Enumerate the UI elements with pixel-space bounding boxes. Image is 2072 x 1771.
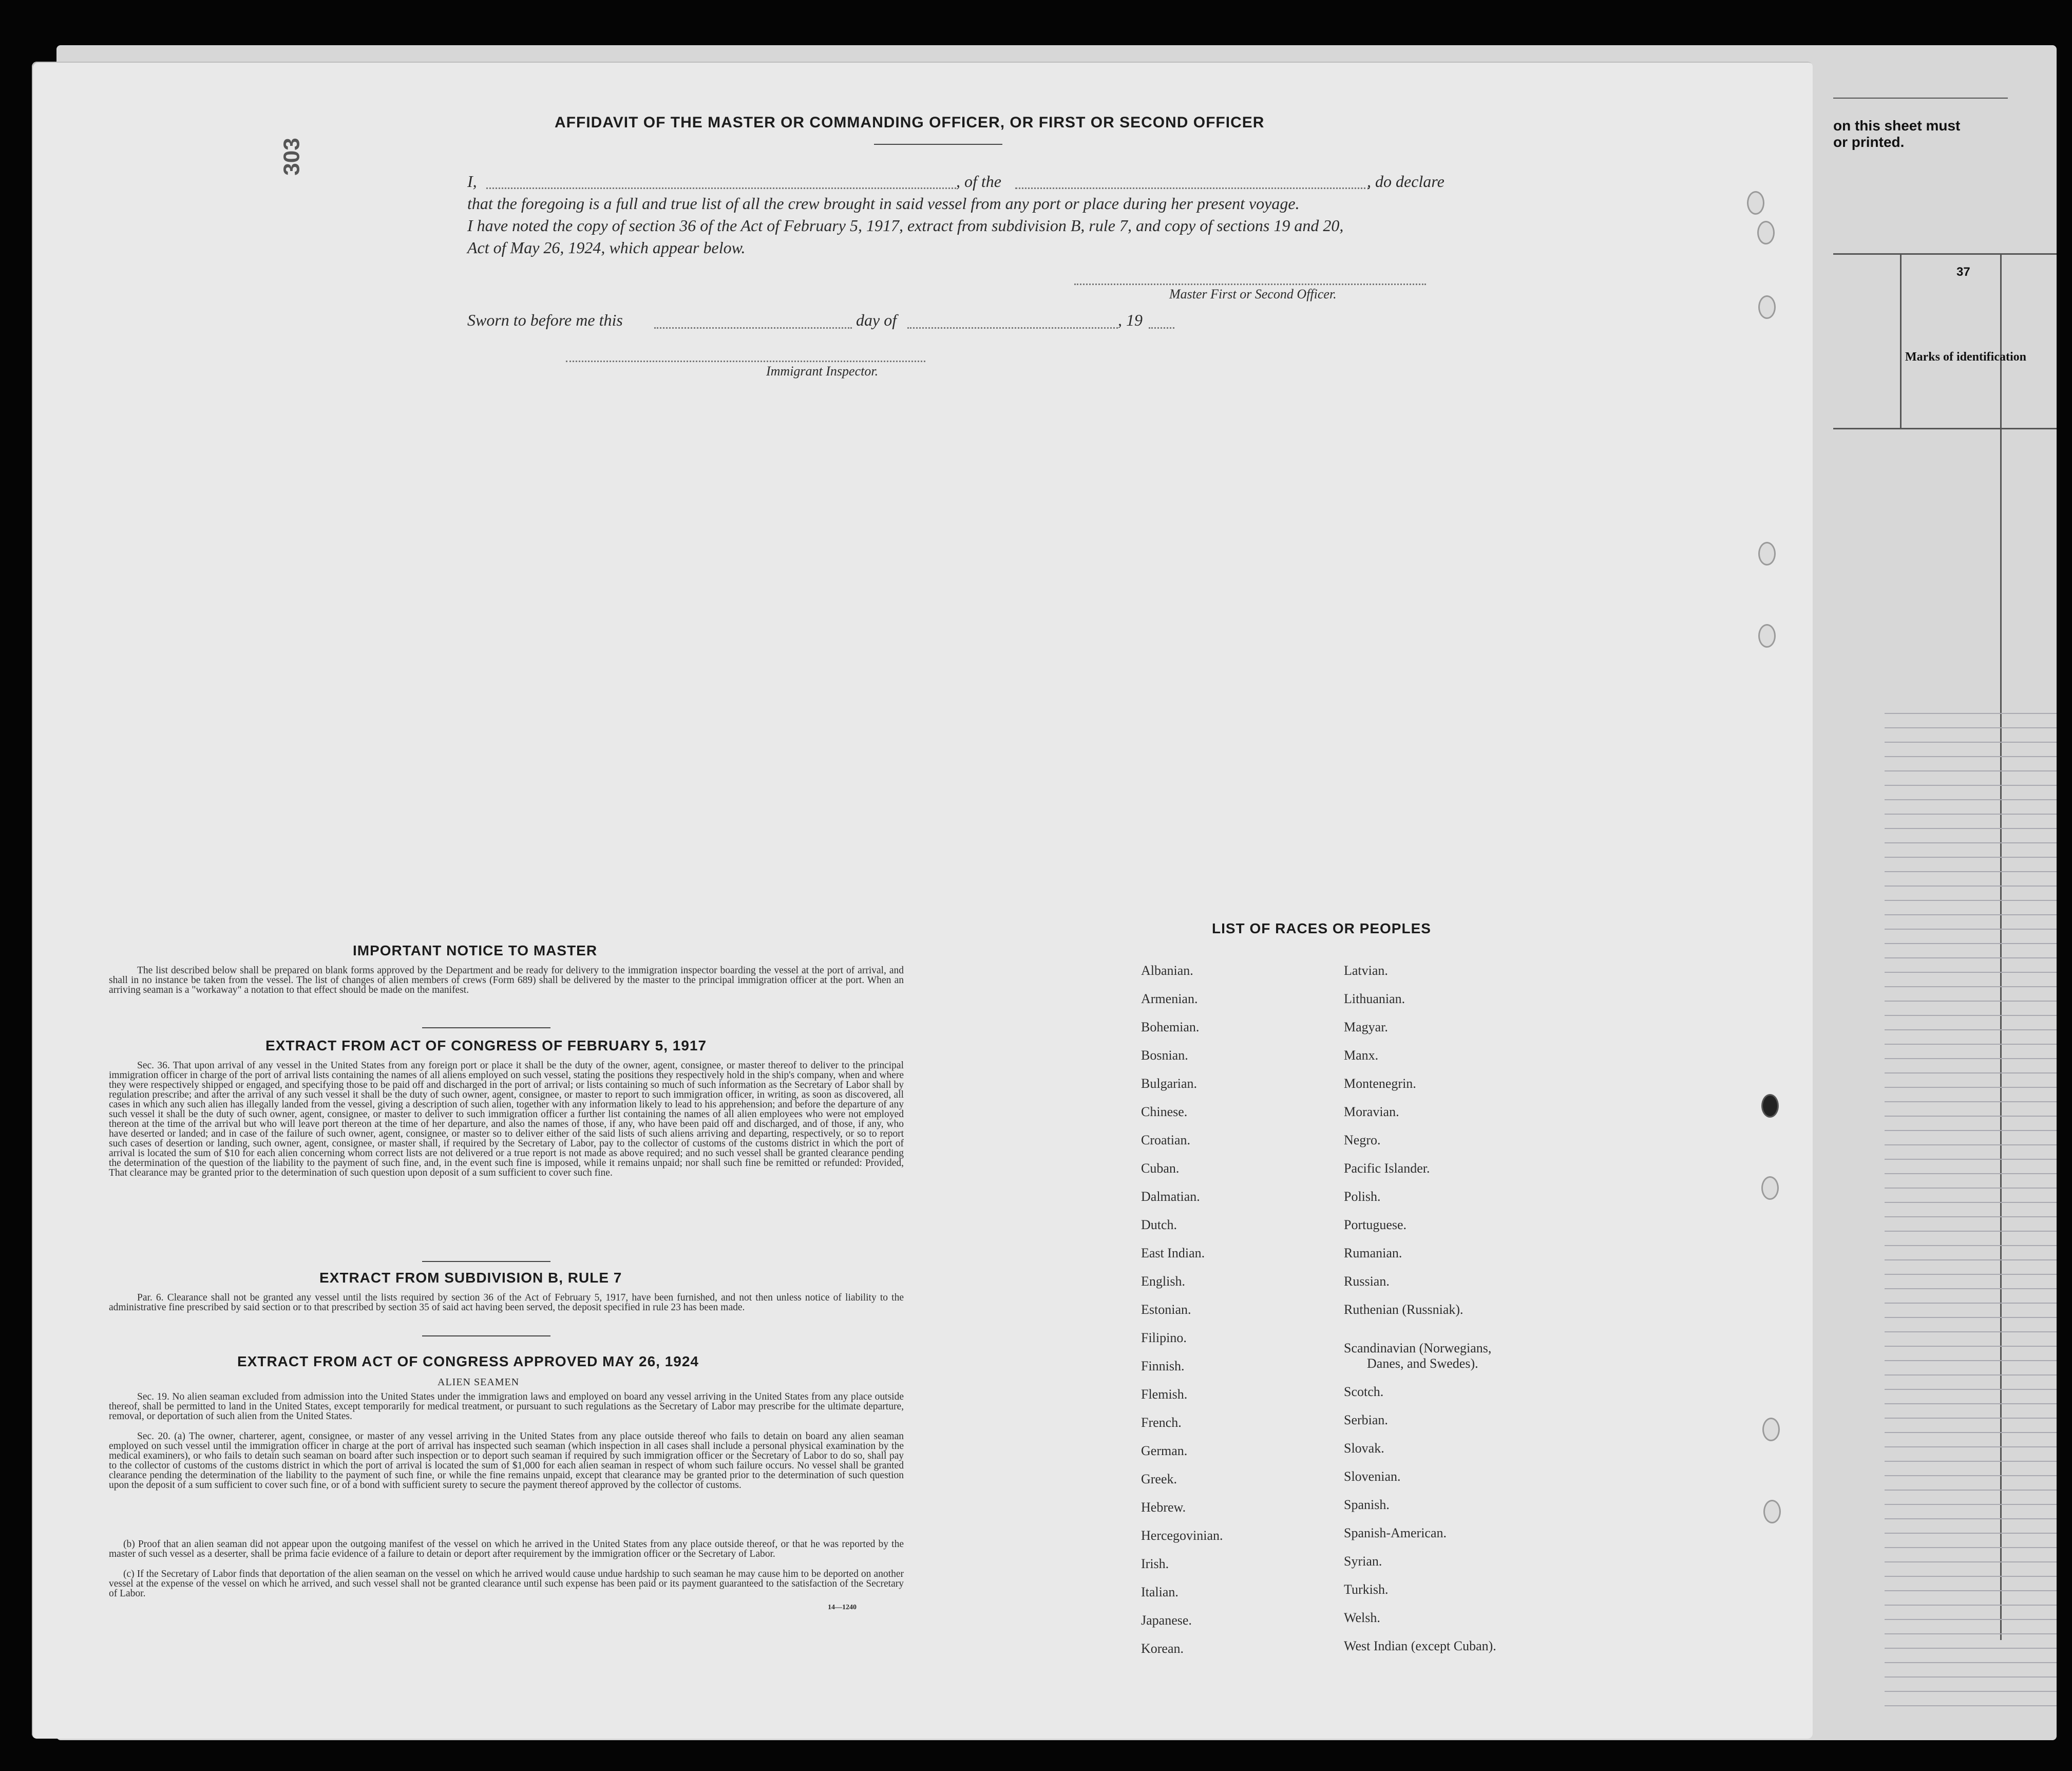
race-item: Pacific Islander.	[1344, 1161, 1430, 1176]
race-item: Negro.	[1344, 1133, 1381, 1147]
ruled-line	[1885, 785, 2057, 786]
ruled-line	[1885, 1374, 2057, 1376]
ruled-line	[1885, 742, 2057, 743]
race-item: Armenian.	[1141, 991, 1198, 1006]
form-number: 14—1240	[828, 1604, 857, 1611]
ruled-line	[1885, 1044, 2057, 1045]
ruled-line	[1885, 1691, 2057, 1692]
race-item: Estonian.	[1141, 1302, 1191, 1317]
ruled-line	[1885, 1259, 2057, 1260]
ruled-line	[1885, 1130, 2057, 1131]
race-item: Flemish.	[1141, 1387, 1188, 1402]
notice-body: The list described below shall be prepared on blank forms approved by the Department and be ready for delivery to the immigration inspector boarding the vessel at the port of arrival, and shall in no instance be taken from the vessel. The list of changes of alien members of crews (Form 689) shall be delivered by the master to the principal immigration officer at the port. When an arriving seaman is a "workaway" a notation to that effect should be made on the manifest.	[109, 965, 904, 995]
ruled-line	[1885, 1159, 2057, 1160]
ruled-line	[1885, 1173, 2057, 1174]
back-header-line2: or printed.	[1833, 134, 1905, 150]
ruled-line	[1885, 1116, 2057, 1117]
ruled-line	[1885, 1705, 2057, 1706]
sworn-year-label: , 19	[1118, 311, 1143, 329]
race-item: French.	[1141, 1415, 1182, 1430]
inspector-signature-blank[interactable]	[566, 361, 925, 362]
race-item: Slovak.	[1344, 1441, 1384, 1456]
race-item: Dalmatian.	[1141, 1189, 1200, 1204]
race-item: Irish.	[1141, 1556, 1169, 1571]
ruled-line	[1885, 1058, 2057, 1059]
race-item: Polish.	[1344, 1189, 1381, 1204]
ruled-line	[1885, 799, 2057, 800]
race-item: Greek.	[1141, 1472, 1177, 1486]
race-item: Bosnian.	[1141, 1048, 1188, 1063]
back-top-rule	[1833, 98, 2008, 99]
race-item: Russian.	[1344, 1274, 1390, 1289]
ruled-line	[1885, 1605, 2057, 1606]
sworn-year-blank[interactable]	[1149, 327, 1174, 329]
ruled-line	[1885, 1533, 2057, 1534]
back-header-rule	[1833, 253, 2057, 255]
race-item: Rumanian.	[1344, 1246, 1402, 1260]
race-item: Scandinavian (Norwegians,	[1344, 1341, 1492, 1355]
affidavit-page	[32, 62, 1813, 1739]
ruled-line	[1885, 1432, 2057, 1433]
ruled-line	[1885, 1561, 2057, 1562]
race-item: West Indian (except Cuban).	[1344, 1638, 1496, 1654]
race-item: Hebrew.	[1141, 1500, 1186, 1515]
ruled-line	[1885, 1518, 2057, 1519]
affidavit-line-4: Act of May 26, 1924, which appear below.	[467, 238, 746, 257]
inspector-label: Immigrant Inspector.	[766, 364, 879, 379]
race-item: Moravian.	[1344, 1104, 1399, 1119]
ruled-line	[1885, 1072, 2057, 1073]
punch-hole	[1761, 1094, 1779, 1118]
punch-hole	[1761, 1176, 1779, 1200]
ruled-line	[1885, 972, 2057, 973]
ruled-line	[1885, 1648, 2057, 1649]
extract-1924-title: EXTRACT FROM ACT OF CONGRESS APPROVED MAY 26, 1924	[237, 1353, 699, 1369]
race-item: Korean.	[1141, 1641, 1184, 1656]
extract-1917-body: Sec. 36. That upon arrival of any vessel in the United States from any foreign port or place it shall be the duty of the owner, agent, consignee, or master thereof to deliver to the principal immigration officer in charge of the port of arrival lists containing the names of all aliens employed on such vessel, stating the positions they respectively hold in the ship's company, when and where they were respectively shipped or engaged, and specifying those to be paid off and discharged in the port of arrival; or lists containing so much of such information as the Secretary of Labor shall by regulation prescribe; and after the arrival of any such vessel it shall be the duty of such owner, agent, consignee, or master to report to such immigration officer, in writing, as soon as discovered, all cases in which any such alien has illegally landed from the vessel, giving a description of such alien, together with any information likely to lead to his apprehension; and before the departure of any such vessel it shall be the duty of such owner, agent, consignee, or master to deliver to such immigration officer a further list containing the names of all alien employees who were not employed thereon at the time of the arrival but who will leave port thereon at the time of her departure, and also the names of those, if any, who have been paid off and discharged, and of those, if any, who have deserted or landed; and in case of the failure of such owner, agent, consignee, or master so to deliver either of the said lists of such aliens arriving and departing, respectively, or so to report such cases of desertion or landing, such owner, agent, consignee, or master shall, if required by the Secretary of Labor, pay to the collector of customs of the customs district in which the port of arrival is located the sum of $10 for each alien concerning whom correct lists are not delivered or a true report is not made as above required; and no such vessel shall be granted clearance pending the determination of the question of the liability to the payment of such fine, and, in the event such fine is imposed, while it remains unpaid; nor shall such fine be remitted or refunded: Provided, That clearance may be granted prior to the determination of such question upon deposit of a sum sufficient to cover such fine.	[109, 1060, 904, 1178]
ruled-line	[1885, 1475, 2057, 1476]
ruled-line	[1885, 1015, 2057, 1016]
extract-1924-sec20a: Sec. 20. (a) The owner, charterer, agent, consignee, or master of any vessel arriving in the United States from any place outside thereof who fails to detain on board any alien seaman employed on such vessel until the immigration officer in charge at the port of arrival has inspected such seaman (which inspection in all cases shall include a personal physical examination by the medical examiners), or who fails to detain such seaman on board after such inspection or to deport such seaman if required by such immigration officer or the Secretary of Labor to do so, shall pay to the collector of customs of the customs district in which the port of arrival is located the sum of $1,000 for each alien seaman in respect of whom such failure occurs. No vessel shall be granted clearance pending the determination of the liability to the payment of such fine, or while the fine remains unpaid, except that clearance may be granted prior to the determination of such question upon the deposit of a sum sufficient to cover such fine, or of a bond with sufficient surety to secure the payment thereof approved by the collector of customs.	[109, 1431, 904, 1491]
back-col-rule	[1833, 428, 2057, 429]
race-item: East Indian.	[1141, 1246, 1205, 1260]
master-signature-label: Master First or Second Officer.	[1169, 287, 1337, 302]
ruled-line	[1885, 1231, 2057, 1232]
ruled-line	[1885, 727, 2057, 728]
ruled-line	[1885, 1576, 2057, 1577]
ruled-line	[1885, 1087, 2057, 1088]
ruled-line	[1885, 1029, 2057, 1030]
race-item: Latvian.	[1344, 963, 1388, 978]
ruled-line	[1885, 1331, 2057, 1332]
ruled-line	[1885, 857, 2057, 858]
punch-hole	[1758, 295, 1776, 319]
ruled-line	[1885, 986, 2057, 987]
race-item: Montenegrin.	[1344, 1076, 1416, 1091]
race-item: Scotch.	[1344, 1384, 1384, 1400]
race-item: Welsh.	[1344, 1610, 1380, 1626]
extract-rule7-title: EXTRACT FROM SUBDIVISION B, RULE 7	[319, 1270, 622, 1286]
ruled-line	[1885, 1490, 2057, 1491]
sworn-day-blank[interactable]	[654, 327, 852, 329]
race-item: Japanese.	[1141, 1613, 1192, 1628]
handwritten-stamp-mark: 303	[279, 138, 305, 176]
ruled-line	[1885, 713, 2057, 714]
race-item: Magyar.	[1344, 1020, 1388, 1034]
race-item: Slovenian.	[1344, 1469, 1401, 1484]
sworn-day-of-label: day of	[856, 311, 897, 329]
ruled-line	[1885, 871, 2057, 872]
punch-hole	[1757, 221, 1775, 244]
affidavit-of-label: , of the	[956, 172, 1001, 191]
ruled-line	[1885, 929, 2057, 930]
extract-1917-title: EXTRACT FROM ACT OF CONGRESS OF FEBRUARY 5, 1917	[265, 1038, 707, 1053]
back-col-number: 37	[1956, 265, 1970, 279]
extract-rule7-rule	[422, 1335, 550, 1336]
race-item: Cuban.	[1141, 1161, 1180, 1176]
ruled-line	[1885, 1619, 2057, 1620]
affidavit-title: AFFIDAVIT OF THE MASTER OR COMMANDING OFFICER, OR FIRST OR SECOND OFFICER	[555, 114, 1265, 131]
ruled-line	[1885, 1446, 2057, 1447]
ruled-line	[1885, 828, 2057, 829]
ruled-line	[1885, 957, 2057, 958]
ruled-line	[1885, 1001, 2057, 1002]
race-item: Bulgarian.	[1141, 1076, 1197, 1091]
race-item: Italian.	[1141, 1585, 1178, 1599]
ruled-line	[1885, 1461, 2057, 1462]
ruled-line	[1885, 1288, 2057, 1289]
punch-hole	[1763, 1500, 1781, 1523]
race-item: Spanish.	[1344, 1497, 1390, 1513]
ruled-line	[1885, 900, 2057, 901]
ruled-line	[1885, 943, 2057, 944]
race-item: Bohemian.	[1141, 1020, 1200, 1034]
ruled-line	[1885, 914, 2057, 915]
extract-1924-sec20b: (b) Proof that an alien seaman did not appear upon the outgoing manifest of the vessel on which he arrived in the United States from any place outside thereof, or that he was reported by the master of such vessel as a deserter, shall be prima facie evidence of a failure to detain or deport after requirement by the immigration officer or the Secretary of Labor.	[109, 1539, 904, 1559]
affidavit-i-label: I,	[467, 172, 477, 191]
race-item: Lithuanian.	[1344, 991, 1405, 1006]
ruled-line	[1885, 1633, 2057, 1634]
extract-rule7-body: Par. 6. Clearance shall not be granted any vessel until the lists required by section 36 of the Act of February 5, 1917, have been furnished, and not then unless notice of liability to the administrative fine prescribed by said section or to that prescribed by section 35 of said act having been served, the deposit specified in rule 23 has been made.	[109, 1292, 904, 1313]
ruled-line	[1885, 1303, 2057, 1304]
race-item: German.	[1141, 1443, 1188, 1458]
ruled-line	[1885, 756, 2057, 757]
back-col-divider-1	[1900, 253, 1902, 428]
punch-hole	[1762, 1418, 1780, 1441]
master-signature-blank[interactable]	[1074, 284, 1426, 285]
affidavit-line-2: that the foregoing is a full and true list of all the crew brought in said vessel from any port or place during her present voyage.	[467, 194, 1300, 213]
ruled-line	[1885, 1274, 2057, 1275]
race-item: Turkish.	[1344, 1582, 1389, 1597]
affidavit-line-3: I have noted the copy of section 36 of the Act of February 5, 1917, extract from subdivision B, rule 7, and copy of sections 19 and 20,	[467, 216, 1344, 235]
ruled-line	[1885, 1389, 2057, 1390]
back-col-heading: Marks of identification	[1905, 350, 2026, 364]
notice-rule	[422, 1027, 550, 1028]
ruled-line	[1885, 886, 2057, 887]
ruled-line	[1885, 1317, 2057, 1318]
ruled-line	[1885, 1662, 2057, 1663]
race-item: Ruthenian (Russniak).	[1344, 1302, 1463, 1317]
ruled-line	[1885, 1418, 2057, 1419]
declarant-name-blank[interactable]	[486, 187, 956, 189]
affidavit-title-rule	[874, 144, 1002, 145]
races-title: LIST OF RACES OR PEOPLES	[1212, 920, 1431, 936]
ruled-line	[1885, 1547, 2057, 1548]
punch-hole	[1747, 191, 1764, 215]
ruled-line	[1885, 1676, 2057, 1678]
race-item: Filipino.	[1141, 1330, 1187, 1345]
race-item: Albanian.	[1141, 963, 1193, 978]
ruled-line	[1885, 1403, 2057, 1404]
extract-1924-sec20c: (c) If the Secretary of Labor finds that deportation of the alien seaman on the vessel on which he arrived would cause undue hardship to such seaman he may cause him to be deported on another vessel at the expense of the vessel on which he arrived, and such vessel shall not be granted clearance until such expense has been paid or its payment guaranteed to the satisfaction of the Secretary of Labor.	[109, 1569, 904, 1599]
race-item: Syrian.	[1344, 1554, 1382, 1569]
punch-hole	[1758, 542, 1776, 566]
race-item: Serbian.	[1344, 1412, 1388, 1428]
ruled-line	[1885, 770, 2057, 771]
back-header-line1: on this sheet must	[1833, 118, 1961, 134]
notice-title: IMPORTANT NOTICE TO MASTER	[353, 943, 598, 958]
ruled-line	[1885, 1504, 2057, 1505]
ruled-line	[1885, 1590, 2057, 1591]
ruled-line	[1885, 1188, 2057, 1189]
race-item: Chinese.	[1141, 1104, 1188, 1119]
sworn-label: Sworn to before me this	[467, 311, 623, 329]
extract-1924-subtitle: ALIEN SEAMEN	[438, 1377, 520, 1388]
ruled-line	[1885, 1202, 2057, 1203]
race-item: Manx.	[1344, 1048, 1379, 1063]
vessel-name-blank[interactable]	[1015, 187, 1370, 189]
ruled-line	[1885, 1360, 2057, 1361]
ruled-line	[1885, 842, 2057, 843]
ruled-line	[1885, 1216, 2057, 1217]
ruled-line	[1885, 1245, 2057, 1246]
punch-hole	[1758, 624, 1776, 648]
sworn-month-blank[interactable]	[907, 327, 1118, 329]
race-item: Croatian.	[1141, 1133, 1191, 1147]
ruled-line	[1885, 814, 2057, 815]
extract-1924-sec19: Sec. 19. No alien seaman excluded from admission into the United States under the immigration laws and employed on board any vessel arriving in the United States from any place outside thereof, shall be permitted to land in the United States, except temporarily for medical treatment, or pursuant to such regulations as the Secretary of Labor may prescribe for the ultimate departure, removal, or deportation of such alien from the United States.	[109, 1391, 904, 1422]
race-item: Danes, and Swedes).	[1367, 1356, 1478, 1371]
race-item: Portuguese.	[1344, 1217, 1407, 1232]
race-item: Dutch.	[1141, 1217, 1177, 1232]
race-item: Hercegovinian.	[1141, 1528, 1223, 1543]
race-item: English.	[1141, 1274, 1185, 1289]
extract-1917-rule	[422, 1261, 550, 1262]
race-item: Finnish.	[1141, 1359, 1185, 1373]
ruled-line	[1885, 1346, 2057, 1347]
race-item: Spanish-American.	[1344, 1525, 1447, 1541]
ruled-line	[1885, 1101, 2057, 1102]
ruled-line	[1885, 1144, 2057, 1145]
affidavit-declare-label: , do declare	[1367, 172, 1444, 191]
